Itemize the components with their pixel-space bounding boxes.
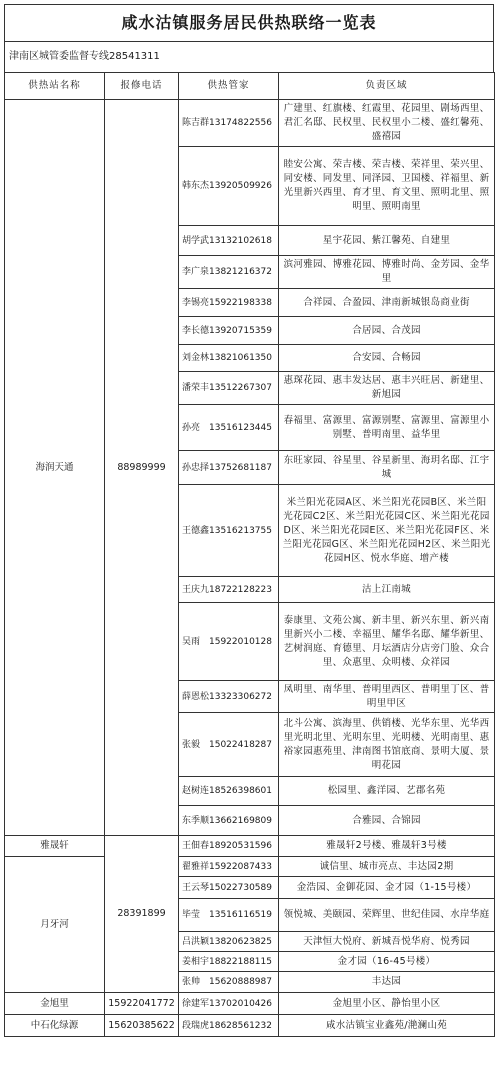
contact-sheet [4,4,494,1037]
manager-cell: 潘荣丰13512267307 [179,372,279,405]
manager-cell: 王德鑫13516213755 [179,485,279,577]
area-cell: 米兰阳光花园A区、米兰阳光花园B区、米兰阳光花园C2区、米兰阳光花园C区、米兰阳光花园D区、米兰阳光花园E区、米兰阳光花园F区、米兰阳光花园G区、米兰阳光花园H2区、米兰阳光花园H区、悦水华庭、增产楼 [279,485,495,577]
repair-phone-cell: 15922041772 [105,993,179,1015]
area-cell: 咸水沽镇宝业鑫苑/滟澜山苑 [279,1015,495,1037]
station-name-cell: 月牙河 [5,857,105,993]
header-row [5,73,495,100]
manager-cell: 李广泉13821216372 [179,256,279,289]
manager-cell: 吴雨 15922010128 [179,603,279,681]
area-cell: 睦安公寓、荣吉楼、荣吉楼、荣祥里、荣兴里、同安楼、同发里、同泽园、卫国楼、祥福里、新光里新兴西里、育才里、育文里、照明北里、照明里、照明南里 [279,147,495,226]
manager-cell: 徐建军13702010426 [179,993,279,1015]
table-row [5,993,495,1015]
repair-phone-cell: 15620385622 [105,1015,179,1037]
area-cell: 金旭里小区、静怡里小区 [279,993,495,1015]
area-cell: 沽上江南城 [279,577,495,603]
repair-phone-cell: 28391899 [105,836,179,993]
table-row [5,1015,495,1037]
header-manager: 供热管家 [179,73,279,100]
station-name-cell: 雅晟轩 [5,836,105,857]
supervision-hotline: 津南区城管委监督专线28541311 [4,41,494,72]
area-cell: 合祥园、合盈园、津南新城银岛商业街 [279,289,495,317]
page-title: 咸水沽镇服务居民供热联络一览表 [4,4,494,41]
manager-cell: 陈吉群13174822556 [179,100,279,147]
area-cell: 金浩园、金御花园、金才园（1-15号楼） [279,877,495,899]
contact-table [4,72,495,1037]
manager-cell: 张毅 15022418287 [179,713,279,777]
manager-cell: 韩东杰13920509926 [179,147,279,226]
area-cell: 领悦城、美颐园、荣辉里、世纪佳园、水岸华庭 [279,899,495,932]
manager-cell: 王佃春18920531596 [179,836,279,857]
manager-cell: 姜相宇18822188115 [179,952,279,972]
manager-cell: 王云琴15022730589 [179,877,279,899]
table-row [5,836,495,857]
manager-cell: 翟雅祥15922087433 [179,857,279,877]
manager-cell: 吕洪颖13820623825 [179,932,279,952]
repair-phone-cell: 88989999 [105,100,179,836]
area-cell: 天津恒大悦府、新城吾悦华府、悦秀园 [279,932,495,952]
manager-cell: 赵树连18526398601 [179,777,279,806]
table-body [5,100,495,1037]
area-cell: 凤明里、南华里、普明里西区、普明里丁区、普明里甲区 [279,681,495,713]
area-cell: 金才园（16-45号楼） [279,952,495,972]
area-cell: 合雅园、合锦园 [279,806,495,836]
manager-cell: 胡学武13132102618 [179,226,279,256]
manager-cell: 东季顺13662169809 [179,806,279,836]
header-station: 供热站名称 [5,73,105,100]
manager-cell: 李锡亮15922198338 [179,289,279,317]
area-cell: 星宇花园、紫江馨苑、自建里 [279,226,495,256]
manager-cell: 段瑞虎18628561232 [179,1015,279,1037]
area-cell: 松园里、鑫洋园、艺郡名苑 [279,777,495,806]
area-cell: 东旺家园、谷星里、谷星新里、海玥名邸、江宇城 [279,451,495,485]
manager-cell: 毕莹 13516116519 [179,899,279,932]
area-cell: 北斗公寓、滨海里、供销楼、光华东里、光华西里光明北里、光明东里、光明楼、光明南里、惠裕家园惠苑里、津南图书馆底商、景明大厦、景明花园 [279,713,495,777]
manager-cell: 孙亮 13516123445 [179,405,279,451]
header-area: 负责区域 [279,73,495,100]
station-name-cell: 海润天通 [5,100,105,836]
manager-cell: 薛恩松13323306272 [179,681,279,713]
table-row [5,857,495,877]
manager-cell: 张帅 15620888987 [179,972,279,993]
area-cell: 滨河雅园、博雅花园、博雅时尚、金芳园、金华里 [279,256,495,289]
manager-cell: 刘金林13821061350 [179,345,279,372]
area-cell: 春福里、富源里、富源别墅、富源里、富源里小别墅、普明南里、益华里 [279,405,495,451]
manager-cell: 王庆九18722128223 [179,577,279,603]
manager-cell: 李长德13920715359 [179,317,279,345]
area-cell: 诚信里、城市亮点、丰达园2期 [279,857,495,877]
area-cell: 泰康里、文苑公寓、新丰里、新兴东里、新兴南里新兴小二楼、幸福里、耀华名邸、耀华新里、艺树润庭、育德里、月坛酒店分店旁门脸、众合里、众惠里、众明楼、众祥园 [279,603,495,681]
area-cell: 惠琛花园、惠丰发达居、惠丰兴旺居、新建里、新旭园 [279,372,495,405]
area-cell: 合居园、合茂园 [279,317,495,345]
area-cell: 丰达园 [279,972,495,993]
table-row [5,100,495,147]
area-cell: 广建里、红旗楼、红霞里、花园里、剧场西里、君汇名邸、民权里、民权里小二楼、盛红馨苑、盛禧园 [279,100,495,147]
station-name-cell: 金旭里 [5,993,105,1015]
station-name-cell: 中石化绿源 [5,1015,105,1037]
manager-cell: 孙忠择13752681187 [179,451,279,485]
area-cell: 合安园、合畅园 [279,345,495,372]
area-cell: 雅晟轩2号楼、雅晟轩3号楼 [279,836,495,857]
header-phone: 报修电话 [105,73,179,100]
